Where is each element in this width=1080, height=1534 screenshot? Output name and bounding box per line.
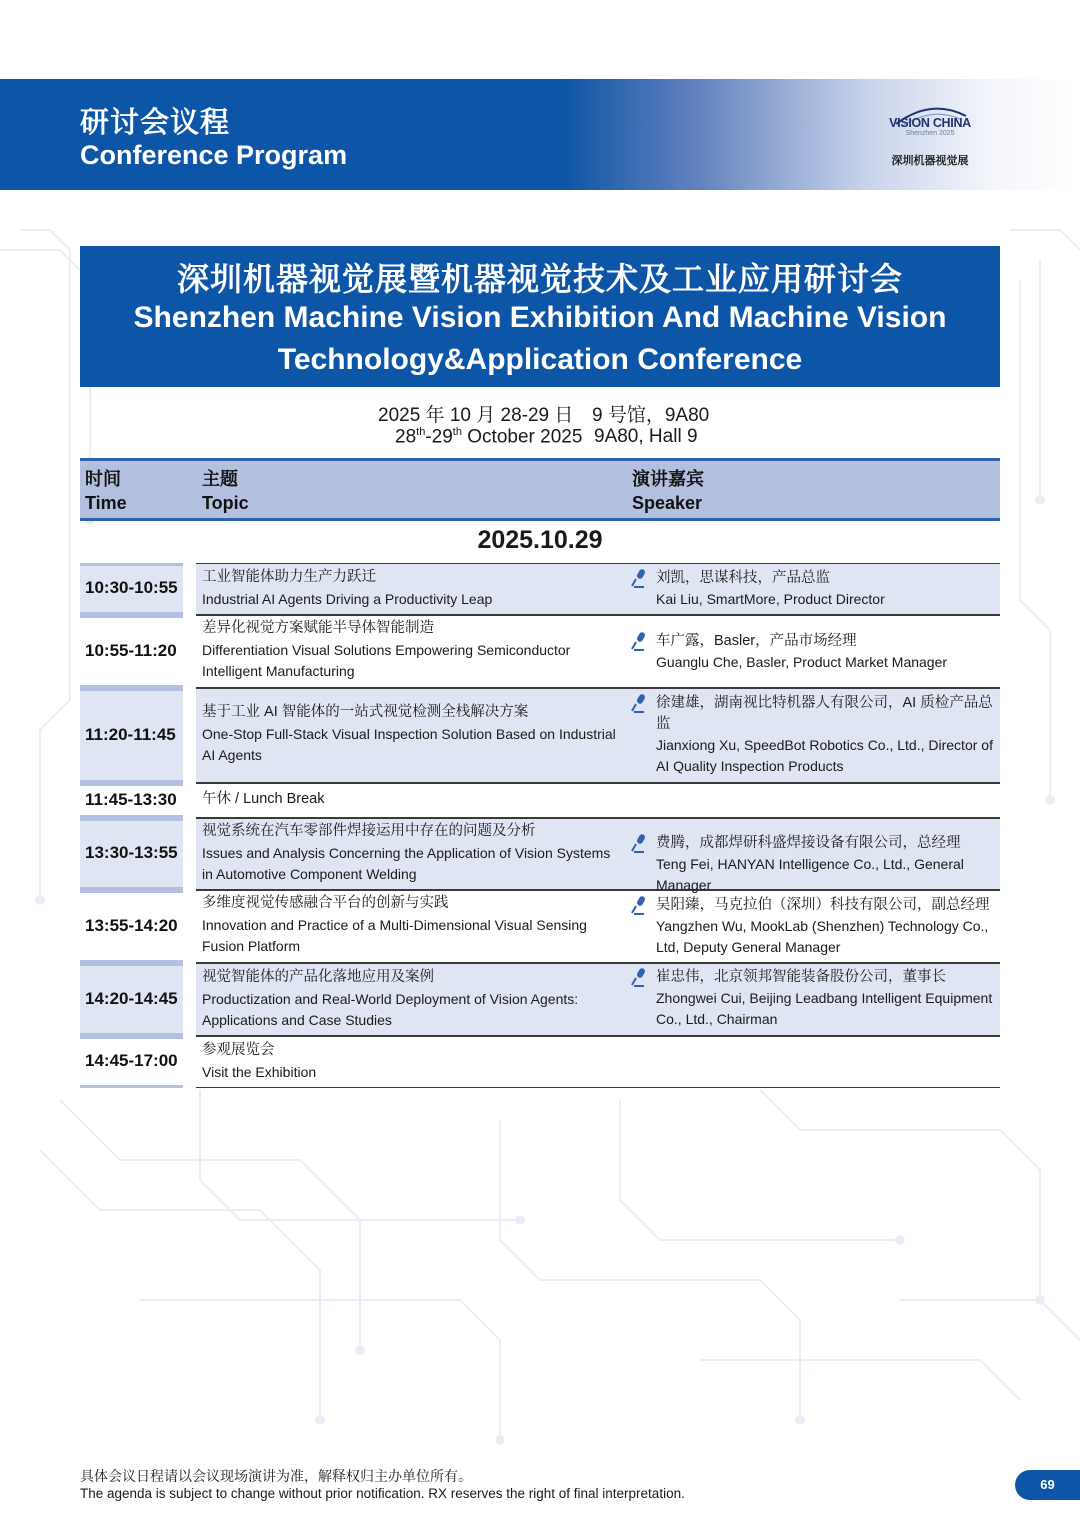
page-number: 69 [1015,1470,1080,1500]
speaker-mic-icon [630,631,650,651]
logo-sub-text: Shenzhen 2025 [905,130,955,137]
row-speaker: 费腾，成都焊研科盛焊接设备有限公司，总经理 Teng Fei, HANYAN Intelligence Co., Ltd., General Manager [656,833,1000,896]
header-speaker: 演讲嘉宾 Speaker [632,469,704,513]
table-header [80,458,1000,521]
row-speaker: 刘凯，思谋科技，产品总监 Kai Liu, SmartMore, Product Director [656,568,1000,610]
row-topic: 视觉系统在汽车零部件焊接运用中存在的问题及分析 Issues and Analysis Concerning the Application of Vision Systems in Automotive Component Welding [202,823,611,882]
row-topic: 多维度视觉传感融合平台的创新与实践 Innovation and Practice of a Multi-Dimensional Visual Sensing Fusion Platform [202,895,587,954]
table-row [80,783,1000,818]
row-topic: 视觉智能体的产品化落地应用及案例 Productization and Real-World Deployment of Vision Agents: Applications and Case Studies [202,969,579,1028]
conference-title-en-line1: Shenzhen Machine Vision Exhibition And Machine Vision [133,301,947,334]
row-topic: 基于工业 AI 智能体的一站式视觉检测全栈解决方案 One-Stop Full-Stack Visual Inspection Solution Based on Industrial AI Agents [202,704,616,763]
row-topic: 差异化视觉方案赋能半导体智能制造 Differentiation Visual Solutions Empowering Semiconductor Intelligent Manufacturing [202,620,571,679]
row-speaker: 车广露，Basler，产品市场经理 Guanglu Che, Basler, Product Market Manager [656,631,1000,673]
row-topic: 午休 / Lunch Break [202,791,325,807]
conference-title-en-line2: Technology&Application Conference [277,343,803,376]
agenda-date: 2025.10.29 [477,526,603,554]
venue-en: 9A80, Hall 9 [594,426,698,447]
row-time: 13:30-13:55 [85,843,178,862]
row-speaker: 徐建雄，湖南视比特机器人有限公司，AI 质检产品总监 Jianxiong Xu, SpeedBot Robotics Co., Ltd., Director of AI Quality Inspection Products [656,693,1000,777]
logo-main-text: VISION CHINA [889,116,971,130]
row-time: 11:20-11:45 [85,725,176,744]
conference-title-cn: 深圳机器视觉展暨机器视觉技术及工业应用研讨会 [176,261,903,297]
header-title-en: Conference Program [80,140,348,170]
row-time: 10:30-10:55 [85,578,178,597]
header-time: 时间 Time [85,469,127,513]
logo-cn-text: 深圳机器视觉展 [891,155,969,167]
header-topic: 主题 Topic [202,469,249,513]
speaker-mic-icon [630,833,650,853]
row-topic: 工业智能体助力生产力跃迁 Industrial AI Agents Driving a Productivity Leap [202,569,493,607]
speaker-mic-icon [630,967,650,987]
table-row [80,563,1000,615]
row-speaker: 吴阳臻，马克拉伯（深圳）科技有限公司，副总经理 Yangzhen Wu, MookLab (Shenzhen) Technology Co., Ltd, Deputy General Manager [656,895,1000,958]
speaker-mic-icon [630,693,650,713]
vision-china-logo [880,100,980,170]
table-row [80,890,1000,963]
row-time: 11:45-13:30 [85,790,177,809]
speaker-mic-icon [630,895,650,915]
row-speaker: 崔忠伟，北京领邦智能装备股份公司，董事长 Zhongwei Cui, Beijing Leadbang Intelligent Equipment Co., Ltd., Chairman [656,967,1000,1030]
table-row [80,1036,1000,1088]
row-time: 14:20-14:45 [85,989,178,1008]
table-row [80,963,1000,1036]
conference-title-box [80,246,1000,387]
footer-note-en: The agenda is subject to change without prior notification. RX reserves the right of final interpretation. [80,1486,685,1501]
venue-cn: 9 号馆，9A80 [592,405,710,426]
table-row [80,615,1000,688]
row-time: 13:55-14:20 [85,916,178,935]
table-row [80,688,1000,783]
row-time: 10:55-11:20 [85,641,177,660]
speaker-mic-icon [630,568,650,588]
date-cn: 2025 年 10 月 28-29 日 [378,405,574,426]
row-time: 14:45-17:00 [85,1051,178,1070]
footer-note-cn: 具体会议日程请以会议现场演讲为准，解释权归主办单位所有。 [80,1468,472,1484]
row-topic: 参观展览会 Visit the Exhibition [202,1042,317,1080]
date-en: 28th-29th October 2025 [395,426,583,448]
table-row [80,818,1000,893]
header-title-cn: 研讨会议程 [80,107,231,139]
